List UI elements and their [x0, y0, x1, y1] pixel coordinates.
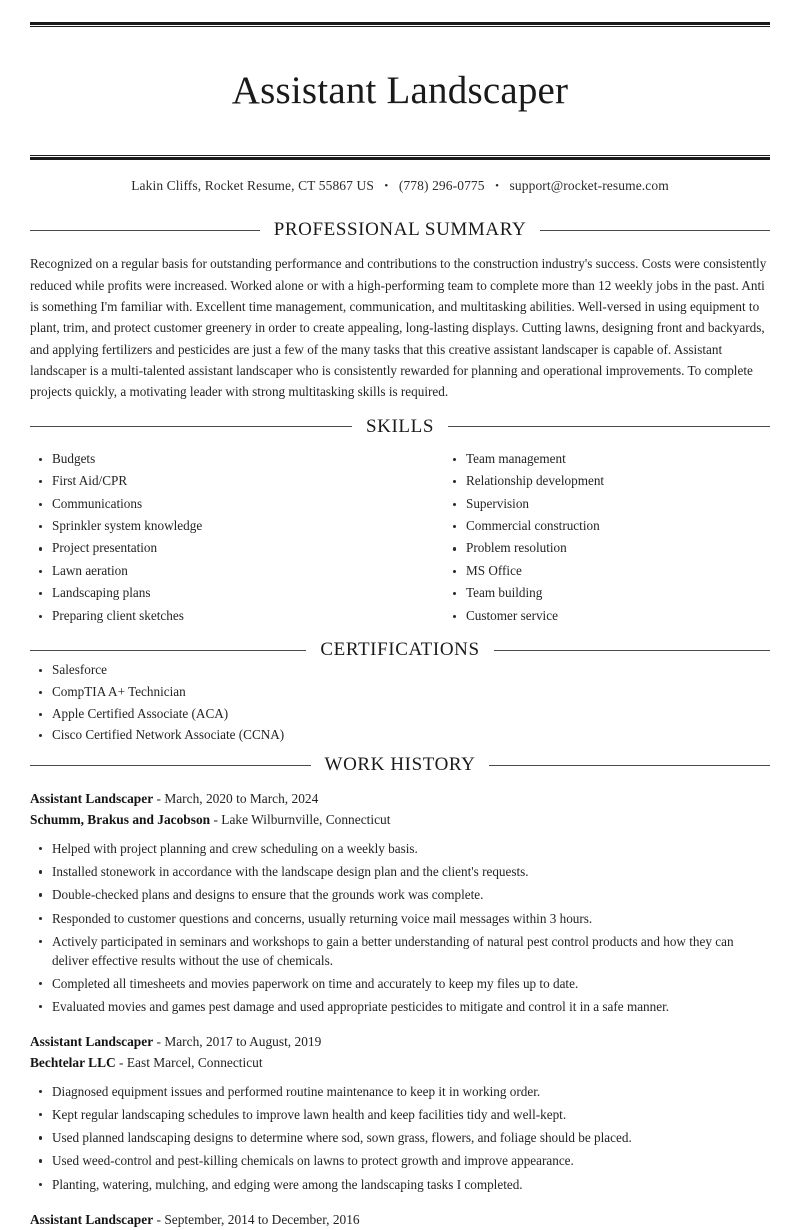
section-professional-summary: [30, 219, 770, 403]
list-item: Used planned landscaping designs to determine where sod, sown grass, flowers, and foliage should be placed.: [30, 1128, 770, 1147]
heading-rule-left: [30, 650, 306, 651]
list-item: Team building: [444, 584, 770, 602]
job-location: East Marcel, Connecticut: [126, 1054, 263, 1070]
list-item: Used weed-control and pest-killing chemicals on lawns to protect growth and improve appearance.: [30, 1151, 770, 1170]
skills-column-left: [30, 450, 400, 629]
list-item: Responded to customer questions and concerns, usually returning voice mail messages within 3 hours.: [30, 909, 770, 928]
list-item: Lawn aeration: [30, 562, 400, 580]
heading-rule-left: [30, 230, 260, 231]
section-heading-certifications: [30, 639, 770, 661]
bullet-separator-icon: •: [495, 180, 500, 193]
header-top-rule: [30, 22, 770, 27]
list-item: Apple Certified Associate (ACA): [30, 705, 770, 723]
list-item: Preparing client sketches: [30, 607, 400, 625]
heading-rule-left: [30, 426, 352, 427]
skills-list-left: [30, 450, 400, 625]
job-location: Lake Wilburnville, Connecticut: [221, 811, 391, 827]
skills-columns: [30, 450, 770, 629]
heading-rule-right: [494, 650, 770, 651]
job-separator: -: [213, 811, 218, 827]
job-separator: -: [119, 1054, 124, 1070]
section-heading-skills: [30, 416, 770, 438]
job-company-line: [30, 810, 770, 830]
list-item: Sprinkler system knowledge: [30, 517, 400, 535]
heading-rule-right: [489, 765, 770, 766]
job-company: Bechtelar LLC: [30, 1054, 116, 1070]
list-item: Cisco Certified Network Associate (CCNA): [30, 726, 770, 744]
heading-rule-left: [30, 765, 311, 766]
skills-column-right: [400, 450, 770, 629]
list-item: Installed stonework in accordance with the landscape design plan and the client's requests.: [30, 862, 770, 881]
list-item: Actively participated in seminars and workshops to gain a better understanding of natural pest control products and how they can deliver effective results without the use of chemicals.: [30, 932, 770, 970]
bullet-separator-icon: •: [384, 180, 389, 193]
list-item: MS Office: [444, 562, 770, 580]
contact-phone[interactable]: (778) 296-0775: [398, 178, 485, 194]
list-item: Project presentation: [30, 539, 400, 557]
list-item: Salesforce: [30, 661, 770, 679]
list-item: Budgets: [30, 450, 400, 468]
list-item: Problem resolution: [444, 539, 770, 557]
list-item: Landscaping plans: [30, 584, 400, 602]
summary-paragraph: Recognized on a regular basis for outstanding performance and contributions to the construction industry's success. Costs were consistently reduced while profits were increased. Worked alone or with a high-performing team to complete more than 12 weekly jobs in the past. Anti is something I'm familiar with. Excellent time management, communication, and multitasking abilities. Well-versed in using equipment to plant, trim, and protect customer greenery in order to create appealing, long-lasting displays. Cutting lawns, designing front and backyards, and applying fertilizers and pesticides are just a few of the many tasks that this creative assistant landscaper is capable of. Assistant landscaper is a multi-talented assistant landscaper who is consistently rewarded for planning and operational improvements. To complete projects quickly, a motivating leader with strong multitasking skills is required.: [30, 256, 767, 400]
list-item: First Aid/CPR: [30, 472, 400, 490]
list-item: Team management: [444, 450, 770, 468]
certifications-list: [30, 661, 770, 744]
section-title-work-history: WORK HISTORY: [324, 754, 476, 776]
heading-rule-right: [540, 230, 770, 231]
section-title-summary: PROFESSIONAL SUMMARY: [273, 219, 527, 241]
job-separator: -: [156, 1034, 161, 1050]
section-heading-summary: [30, 219, 770, 241]
list-item: Commercial construction: [444, 517, 770, 535]
section-certifications: [30, 639, 770, 744]
job-company-line: [30, 1053, 770, 1073]
job-title: Assistant Landscaper: [30, 1034, 154, 1050]
list-item: Diagnosed equipment issues and performed routine maintenance to keep it in working order.: [30, 1082, 770, 1101]
job-responsibility-list: [30, 839, 770, 1016]
resume-header: [30, 0, 770, 194]
section-title-certifications: CERTIFICATIONS: [320, 639, 480, 661]
section-work-history: [30, 754, 770, 1230]
work-history-entry: [30, 789, 770, 1016]
list-item: Evaluated movies and games pest damage and used appropriate pesticides to mitigate and control it in a safe manner.: [30, 997, 770, 1016]
work-history-entries: [30, 789, 770, 1230]
list-item: Double-checked plans and designs to ensure that the grounds work was complete.: [30, 885, 770, 904]
list-item: Helped with project planning and crew scheduling on a weekly basis.: [30, 839, 770, 858]
job-dates: March, 2020 to March, 2024: [164, 791, 319, 807]
job-dates: March, 2017 to August, 2019: [164, 1034, 322, 1050]
contact-line: [30, 160, 770, 194]
work-history-entry: [30, 1210, 770, 1230]
page-title: Assistant Landscaper: [231, 69, 569, 113]
list-item: Completed all timesheets and movies paperwork on time and accurately to keep my files up to date.: [30, 974, 770, 993]
work-history-entry: [30, 1032, 770, 1193]
contact-address: Lakin Cliffs, Rocket Resume, CT 55867 US: [131, 178, 374, 194]
skills-list-right: [444, 450, 770, 625]
job-separator: -: [156, 1211, 161, 1227]
job-title-line: [30, 1032, 770, 1052]
list-item: Supervision: [444, 495, 770, 513]
job-title: Assistant Landscaper: [30, 1211, 154, 1227]
job-title-line: [30, 1210, 770, 1230]
list-item: Communications: [30, 495, 400, 513]
job-separator: -: [156, 791, 161, 807]
section-skills: [30, 416, 770, 629]
list-item: Planting, watering, mulching, and edging were among the landscaping tasks I completed.: [30, 1175, 770, 1194]
list-item: CompTIA A+ Technician: [30, 683, 770, 701]
heading-rule-right: [448, 426, 770, 427]
job-company: Schumm, Brakus and Jacobson: [30, 811, 211, 827]
section-heading-work-history: [30, 754, 770, 776]
contact-email[interactable]: support@rocket-resume.com: [509, 178, 669, 194]
job-title: Assistant Landscaper: [30, 791, 154, 807]
job-dates: September, 2014 to December, 2016: [164, 1211, 360, 1227]
job-responsibility-list: [30, 1082, 770, 1194]
list-item: Kept regular landscaping schedules to improve lawn health and keep facilities tidy and well-kept.: [30, 1105, 770, 1124]
job-title-line: [30, 789, 770, 809]
list-item: Customer service: [444, 607, 770, 625]
list-item: Relationship development: [444, 472, 770, 490]
section-title-skills: SKILLS: [366, 415, 434, 437]
